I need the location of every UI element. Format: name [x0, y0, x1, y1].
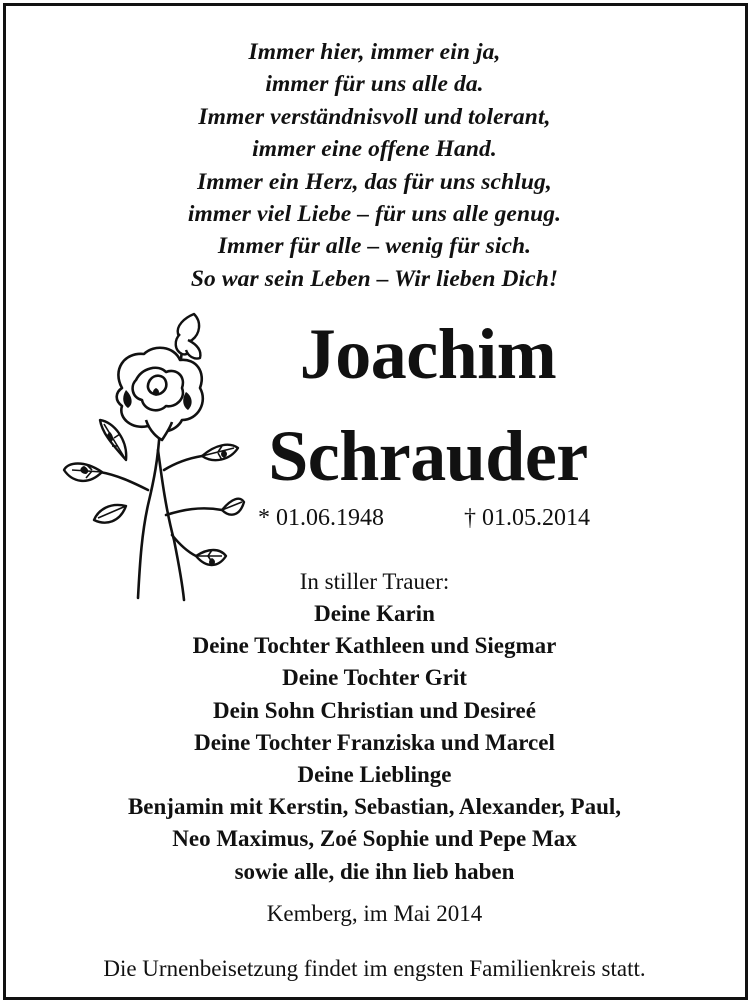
- mourner-line: Deine Tochter Kathleen und Siegmar: [192, 633, 557, 659]
- poem-line: So war sein Leben – Wir lieben Dich!: [190, 265, 559, 292]
- mourner-line: Deine Tochter Grit: [282, 665, 467, 691]
- mourner-line: Deine Karin: [314, 601, 435, 626]
- poem-line: immer eine offene Hand.: [252, 136, 497, 163]
- mourner-line: Neo Maximus, Zoé Sophie und Pepe Max: [172, 826, 577, 852]
- mourner-line: sowie alle, die ihn lieb haben: [234, 858, 515, 884]
- mourner-line: Dein Sohn Christian und Desireé: [213, 697, 536, 723]
- mourners: [0, 566, 749, 888]
- rose-icon: [62, 310, 247, 605]
- poem-line: immer viel Liebe – für uns alle genug.: [187, 201, 562, 228]
- poem: [0, 36, 749, 295]
- poem-line: Immer für alle – wenig für sich.: [217, 233, 532, 260]
- birth-date: * 01.06.1948: [258, 505, 384, 531]
- place-date: Kemberg, im Mai 2014: [266, 901, 483, 926]
- mourner-line: Deine Lieblinge: [297, 762, 452, 788]
- mourner-line: Benjamin mit Kerstin, Sebastian, Alexander, Paul,: [127, 794, 622, 820]
- poem-line: Immer verständnisvoll und tolerant,: [198, 103, 551, 130]
- mourner-line: Deine Tochter Franziska und Marcel: [194, 729, 555, 755]
- last-name: Schrauder: [268, 416, 588, 496]
- poem-line: Immer hier, immer ein ja,: [248, 39, 501, 65]
- funeral-notice: Die Urnenbeisetzung findet im engsten Familienkreis statt.: [103, 956, 646, 981]
- poem-line: immer für uns alle da.: [265, 71, 484, 98]
- mourners-heading: In stiller Trauer:: [299, 569, 450, 594]
- poem-line: Immer ein Herz, das für uns schlug,: [197, 168, 552, 195]
- death-date: † 01.05.2014: [464, 505, 590, 531]
- first-name: Joachim: [299, 314, 557, 394]
